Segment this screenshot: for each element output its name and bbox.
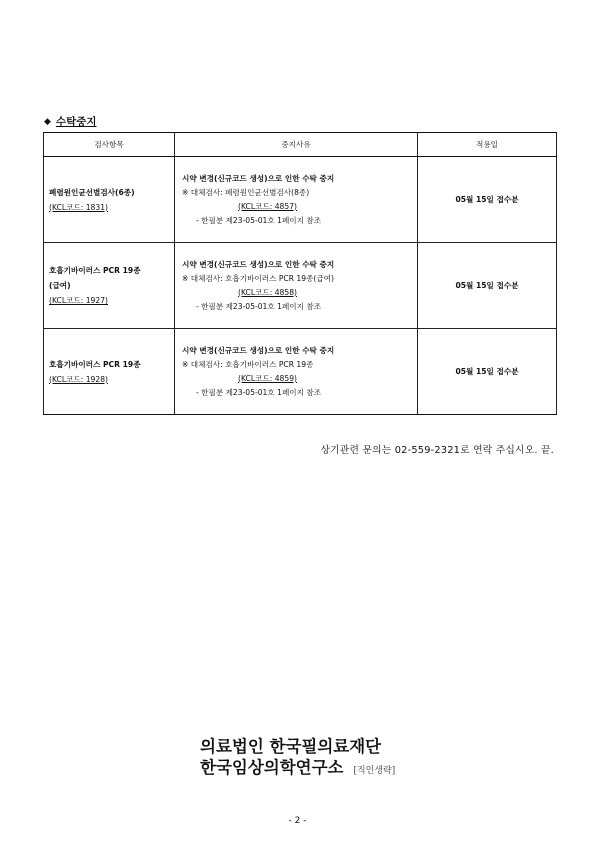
test-item-name: 호흡기바이러스 PCR 19종	[49, 266, 141, 275]
alternative-code: (KCL코드: 4858)	[238, 287, 297, 297]
test-item-code: (KCL코드: 1927)	[49, 296, 108, 305]
table-row	[44, 157, 557, 243]
table-header-row	[44, 133, 557, 157]
reason-cell	[175, 329, 418, 415]
closing-note: 상기관련 문의는 02-559-2321로 연락 주십시오. 끝.	[320, 445, 554, 456]
header-reason: 중지사유	[175, 133, 418, 157]
reason-alternative: ※ 대체검사: 호흡기바이러스 PCR 19종	[182, 359, 314, 369]
test-item-cell	[44, 157, 175, 243]
reason-cell	[175, 157, 418, 243]
effective-date-cell: 05월 15일 접수분	[418, 157, 557, 243]
section-title-label: 수탁중지	[55, 116, 97, 128]
test-item-cell	[44, 329, 175, 415]
reason-reference: - 한필분 제23-05-01호 1페이지 참조	[196, 301, 322, 311]
reason-title: 시약 변경(신규코드 생성)으로 인한 수탁 중지	[182, 345, 335, 355]
organization-name: 의료법인 한국필의료재단	[200, 737, 382, 756]
reason-reference: - 한필분 제23-05-01호 1페이지 참조	[196, 215, 322, 225]
test-suspension-table	[43, 132, 557, 415]
header-test-item: 검사항목	[44, 133, 175, 157]
effective-date-cell: 05월 15일 접수분	[418, 243, 557, 329]
reason-title: 시약 변경(신규코드 생성)으로 인한 수탁 중지	[182, 259, 335, 269]
table-row	[44, 243, 557, 329]
test-item-cell	[44, 243, 175, 329]
test-item-name-line2: (급여)	[49, 281, 71, 290]
effective-date-cell: 05월 15일 접수분	[418, 329, 557, 415]
reason-reference: - 한필분 제23-05-01호 1페이지 참조	[196, 387, 322, 397]
table-row	[44, 329, 557, 415]
alternative-code: (KCL코드: 4857)	[238, 201, 297, 211]
test-item-code: (KCL코드: 1928)	[49, 374, 108, 384]
test-item-name: 호흡기바이러스 PCR 19종	[49, 359, 141, 369]
page-number: - 2 -	[288, 816, 307, 826]
reason-cell	[175, 243, 418, 329]
alternative-code: (KCL코드: 4859)	[238, 373, 297, 383]
reason-alternative: ※ 대체검사: 호흡기바이러스 PCR 19종(급여)	[182, 273, 335, 283]
reason-alternative: ※ 대체검사: 폐렴원인균선별검사(8종)	[182, 187, 310, 197]
institute-name: 한국임상의학연구소	[200, 758, 344, 777]
seal-omitted-note: [직인생략]	[353, 766, 396, 776]
organization-block	[200, 736, 395, 782]
reason-title: 시약 변경(신규코드 생성)으로 인한 수탁 중지	[182, 173, 335, 183]
section-title	[44, 114, 97, 129]
test-item-code: (KCL코드: 1831)	[49, 202, 108, 212]
test-item-name: 폐렴원인균선별검사(6종)	[49, 187, 135, 197]
header-effective-date: 적용일	[418, 133, 557, 157]
institute-line	[200, 757, 395, 782]
diamond-bullet-icon: ◆	[44, 116, 51, 127]
